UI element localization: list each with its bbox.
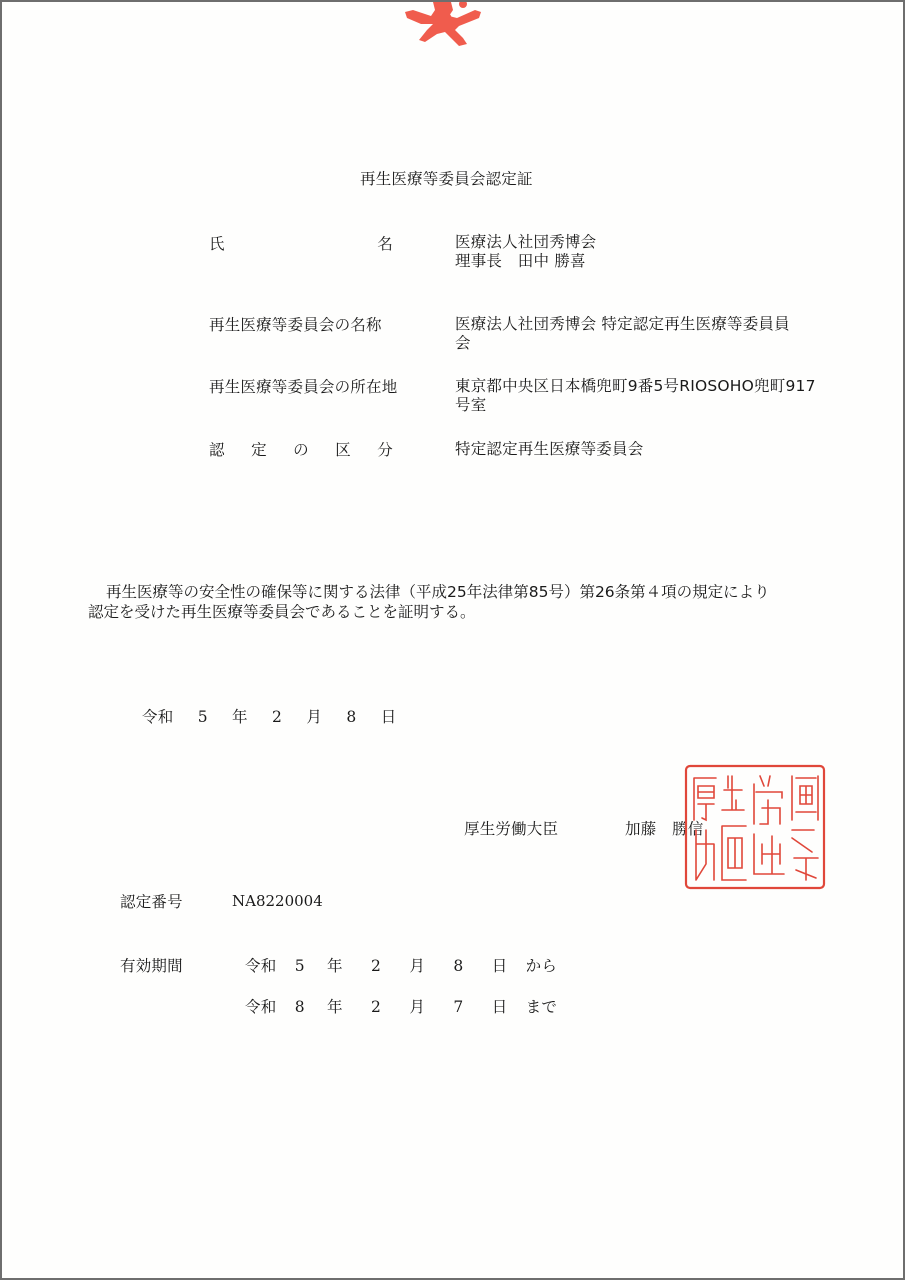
- committee-address-label: 再生医療等委員会の所在地: [209, 378, 398, 396]
- category-label-char: 認: [209, 441, 225, 459]
- certification-number-label: 認定番号: [120, 893, 183, 911]
- day: 8: [453, 957, 464, 975]
- era: 令和: [245, 957, 277, 975]
- day: 7: [453, 998, 464, 1016]
- category-label-char: 分: [377, 441, 393, 459]
- to-suffix: まで: [525, 998, 558, 1016]
- category-label-char: 区: [335, 441, 351, 459]
- official-seal-icon: [684, 764, 826, 890]
- committee-address-value: [455, 377, 816, 415]
- month-unit: 月: [409, 998, 426, 1016]
- certification-number-value: NA8220004: [232, 892, 323, 910]
- issue-date-era: 令和: [142, 708, 174, 726]
- year: 8: [294, 998, 305, 1016]
- certification-statement: [88, 582, 828, 622]
- name-label: [209, 234, 393, 254]
- top-seal-stamp-icon: [397, 2, 487, 47]
- year: 5: [294, 957, 305, 975]
- corporation-name: 医療法人社団秀博会: [455, 233, 597, 251]
- issuer-name: 加藤 勝信: [625, 820, 704, 838]
- committee-name-label: 再生医療等委員会の名称: [209, 316, 382, 334]
- month-unit: 月: [409, 957, 426, 975]
- name-value: [455, 233, 596, 271]
- month: 2: [371, 957, 382, 975]
- issue-date: [142, 707, 396, 727]
- committee-name-line: 医療法人社団秀博会 特定認定再生医療等委員員: [455, 315, 790, 333]
- from-suffix: から: [525, 957, 558, 975]
- month: 2: [371, 998, 382, 1016]
- validity-from-date: [245, 956, 557, 976]
- day-unit: 日: [380, 708, 397, 726]
- year-unit: 年: [232, 708, 248, 726]
- committee-name-value: [455, 315, 790, 353]
- day-unit: 日: [491, 957, 508, 975]
- day-unit: 日: [491, 998, 508, 1016]
- name-label-char: 名: [377, 235, 393, 253]
- address-line: 号室: [455, 396, 487, 414]
- issue-date-month: 2: [272, 708, 283, 726]
- era: 令和: [245, 998, 277, 1016]
- committee-name-line: 会: [455, 334, 471, 352]
- issue-date-day: 8: [346, 708, 357, 726]
- issuer-title: 厚生労働大臣: [464, 820, 559, 838]
- statement-line: 認定を受けた再生医療等委員会であることを証明する。: [88, 603, 476, 621]
- certification-category-label: [209, 440, 393, 460]
- category-label-char: の: [293, 441, 309, 459]
- name-label-char: 氏: [209, 235, 225, 253]
- year-unit: 年: [327, 998, 343, 1016]
- validity-period-label: 有効期間: [120, 957, 183, 975]
- category-label-char: 定: [251, 441, 267, 459]
- statement-line: 再生医療等の安全性の確保等に関する法律（平成25年法律第85号）第26条第４項の規定により: [106, 583, 770, 601]
- certification-category-value: 特定認定再生医療等委員会: [455, 440, 644, 458]
- representative-name: 理事長 田中 勝喜: [455, 252, 586, 270]
- issue-date-year: 5: [197, 708, 208, 726]
- year-unit: 年: [327, 957, 343, 975]
- month-unit: 月: [306, 708, 323, 726]
- address-line: 東京都中央区日本橋兜町9番5号RIOSOHO兜町917: [455, 377, 816, 395]
- validity-to-date: [245, 997, 557, 1017]
- certificate-title: 再生医療等委員会認定証: [360, 170, 533, 188]
